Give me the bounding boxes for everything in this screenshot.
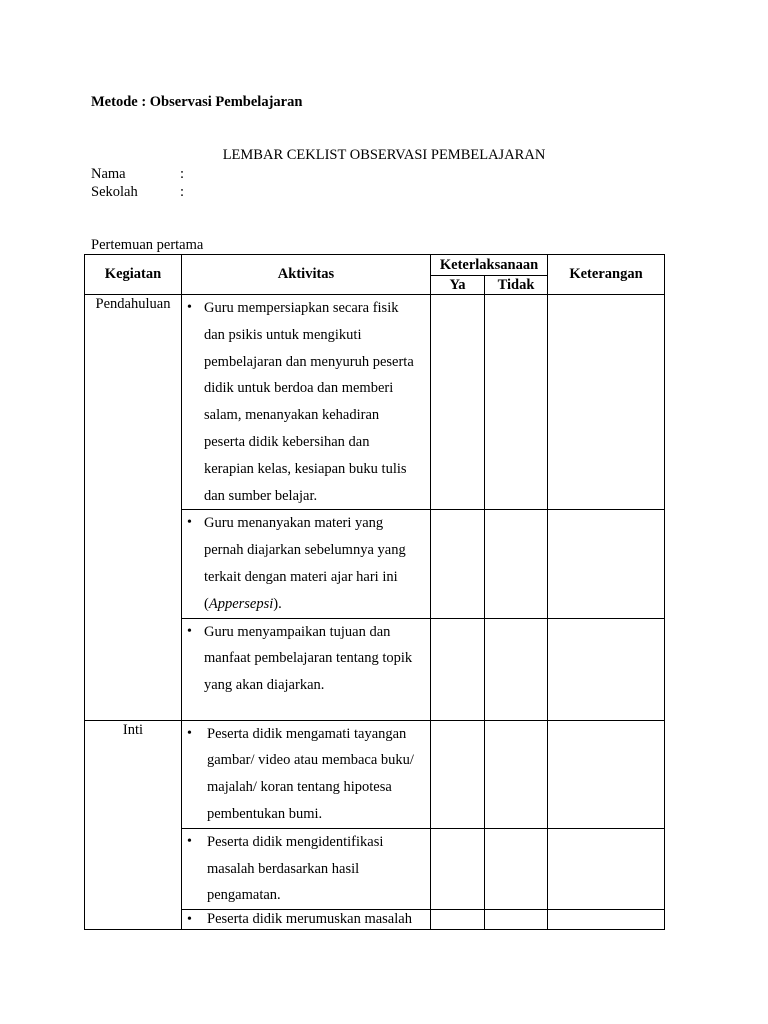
activity-line: masalah berdasarkan hasil: [207, 860, 360, 877]
ya-checkbox-cell[interactable]: [431, 618, 485, 720]
tidak-checkbox-cell[interactable]: [485, 910, 548, 930]
ya-checkbox-cell[interactable]: [431, 828, 485, 909]
nama-colon: :: [180, 166, 185, 182]
method-heading: Metode : Observasi Pembelajaran: [91, 94, 303, 110]
activity-line: Guru menyampaikan tujuan dan: [204, 623, 391, 640]
header-kegiatan: Kegiatan: [85, 255, 182, 295]
activity-line: salam, menanyakan kehadiran: [204, 407, 380, 424]
sekolah-colon: :: [180, 184, 185, 200]
bullet-icon: •: [187, 833, 192, 849]
document-title: LEMBAR CEKLIST OBSERVASI PEMBELAJARAN: [222, 147, 546, 163]
activity-line: gambar/ video atau membaca buku/: [207, 752, 414, 769]
activity-line: terkait dengan materi ajar hari ini: [204, 568, 398, 585]
header-tidak: Tidak: [485, 276, 548, 295]
activity-cell: [182, 910, 431, 930]
activity-line: [204, 591, 426, 618]
activity-line: Guru menanyakan materi yang: [204, 515, 384, 532]
keterangan-cell[interactable]: [548, 910, 665, 930]
activity-line: dan sumber belajar.: [204, 487, 318, 504]
appersepsi-close: ).: [273, 595, 282, 612]
activity-line: pengamatan.: [207, 887, 281, 904]
activity-line: peserta didik kebersihan dan: [204, 433, 370, 450]
table-row: [85, 295, 665, 510]
activity-line: Peserta didik mengidentifikasi: [207, 833, 384, 850]
activity-line: Peserta didik mengamati tayangan: [207, 725, 407, 742]
activity-cell: [182, 295, 431, 510]
appersepsi-open: (: [204, 595, 209, 612]
bullet-icon: •: [187, 623, 192, 639]
keterangan-cell[interactable]: [548, 720, 665, 828]
bullet-icon: •: [187, 515, 192, 531]
activity-line: Peserta didik merumuskan masalah: [207, 911, 412, 928]
observation-checklist-table: [84, 254, 665, 930]
activity-line: manfaat pembelajaran tentang topik: [204, 650, 413, 667]
header-aktivitas: Aktivitas: [182, 255, 431, 295]
ya-checkbox-cell[interactable]: [431, 910, 485, 930]
activity-line: dan psikis untuk mengikuti: [204, 326, 362, 343]
keterangan-cell[interactable]: [548, 295, 665, 510]
tidak-checkbox-cell[interactable]: [485, 828, 548, 909]
header-keterlaksanaan: Keterlaksanaan: [431, 255, 548, 276]
tidak-checkbox-cell[interactable]: [485, 720, 548, 828]
activity-cell: [182, 720, 431, 828]
ya-checkbox-cell[interactable]: [431, 510, 485, 618]
activity-line: yang akan diajarkan.: [204, 677, 325, 694]
keterangan-cell[interactable]: [548, 510, 665, 618]
activity-line: Guru mempersiapkan secara fisik: [204, 300, 399, 316]
activity-cell: [182, 618, 431, 720]
activity-line: didik untuk berdoa dan memberi: [204, 380, 394, 397]
activity-line: kerapian kelas, kesiapan buku tulis: [204, 460, 407, 477]
tidak-checkbox-cell[interactable]: [485, 618, 548, 720]
bullet-icon: •: [187, 912, 192, 928]
meeting-label: Pertemuan pertama: [91, 237, 204, 253]
sekolah-label: Sekolah: [91, 184, 138, 200]
keterangan-cell[interactable]: [548, 828, 665, 909]
ya-checkbox-cell[interactable]: [431, 295, 485, 510]
nama-label: Nama: [91, 166, 126, 182]
tidak-checkbox-cell[interactable]: [485, 295, 548, 510]
keterangan-cell[interactable]: [548, 618, 665, 720]
bullet-icon: •: [187, 300, 192, 315]
activity-line: pembelajaran dan menyuruh peserta: [204, 353, 414, 370]
activity-line: pembentukan bumi.: [207, 805, 323, 822]
bullet-icon: •: [187, 725, 192, 741]
ya-checkbox-cell[interactable]: [431, 720, 485, 828]
activity-cell: [182, 510, 431, 618]
header-keterangan: Keterangan: [548, 255, 665, 295]
header-ya: Ya: [431, 276, 485, 295]
tidak-checkbox-cell[interactable]: [485, 510, 548, 618]
activity-line: majalah/ koran tentang hipotesa: [207, 779, 392, 796]
table-row: [85, 720, 665, 828]
activity-line: pernah diajarkan sebelumnya yang: [204, 542, 406, 559]
kegiatan-inti: Inti: [85, 720, 182, 930]
activity-cell: [182, 828, 431, 909]
appersepsi-term: Appersepsi: [208, 595, 274, 612]
kegiatan-pendahuluan: Pendahuluan: [85, 295, 182, 721]
